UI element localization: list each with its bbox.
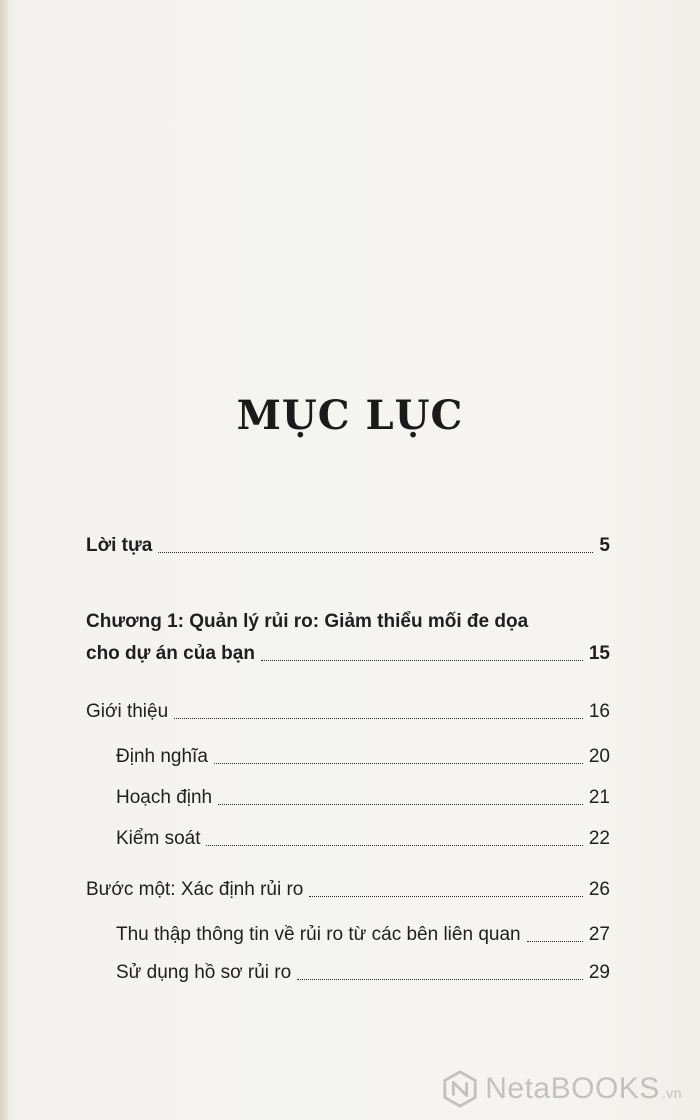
- dot-leader: [309, 896, 582, 897]
- toc-entry-gather-info: [116, 923, 610, 947]
- dot-leader: [261, 660, 583, 661]
- toc-entry-introduction: [86, 700, 610, 724]
- page-title: MỤC LỤC: [236, 392, 464, 439]
- toc-entry-control: [116, 827, 610, 851]
- dot-leader: [218, 804, 583, 805]
- toc-entry-page: 22: [588, 828, 610, 849]
- netabooks-logo-icon: [441, 1070, 479, 1108]
- toc-entry-chapter-1: [86, 642, 610, 666]
- toc-entry-label: Bước một: Xác định rủi ro: [86, 879, 304, 900]
- toc-entry-risk-profile: [116, 961, 610, 985]
- toc-entry-label: Giới thiệu: [86, 701, 169, 722]
- toc-entry-page: 27: [588, 924, 610, 945]
- toc-entry-label: Lời tựa: [86, 535, 153, 556]
- toc-entry-page: 26: [588, 879, 610, 900]
- toc-entry-label: Sử dụng hồ sơ rủi ro: [116, 962, 292, 983]
- toc-entry-page: 16: [588, 701, 610, 722]
- toc-entry-page: 29: [588, 962, 610, 983]
- toc-entry-page: 21: [588, 787, 610, 808]
- toc-chapter-title-line2: cho dự án của bạn: [86, 643, 255, 664]
- toc-entry-page: 15: [588, 643, 610, 664]
- netabooks-watermark: [441, 1070, 682, 1108]
- toc-entry-label: Kiểm soát: [116, 828, 201, 849]
- toc-entry-page: 5: [599, 535, 610, 556]
- toc-chapter-title-line1: Chương 1: Quản lý rủi ro: Giảm thiểu mối đe dọa: [86, 611, 529, 632]
- toc-entry-planning: [116, 786, 610, 810]
- toc-entry-page: 20: [588, 746, 610, 767]
- dot-leader: [206, 845, 582, 846]
- dot-leader: [214, 763, 583, 764]
- dot-leader: [158, 552, 593, 553]
- toc-entry-preface: [86, 534, 610, 558]
- dot-leader: [527, 941, 583, 942]
- watermark-text: [485, 1072, 682, 1106]
- toc-entry-step-one: [86, 878, 610, 902]
- toc-entry-label: Định nghĩa: [116, 746, 208, 767]
- dot-leader: [297, 979, 583, 980]
- dot-leader: [174, 718, 583, 719]
- toc-entry-definition: [116, 745, 610, 769]
- watermark-suffix: .vn: [661, 1085, 682, 1101]
- toc-entry-label: Hoạch định: [116, 787, 213, 808]
- watermark-brand: NetaBOOKS: [485, 1072, 660, 1105]
- toc-entry-label: Thu thập thông tin về rủi ro từ các bên liên quan: [116, 924, 521, 945]
